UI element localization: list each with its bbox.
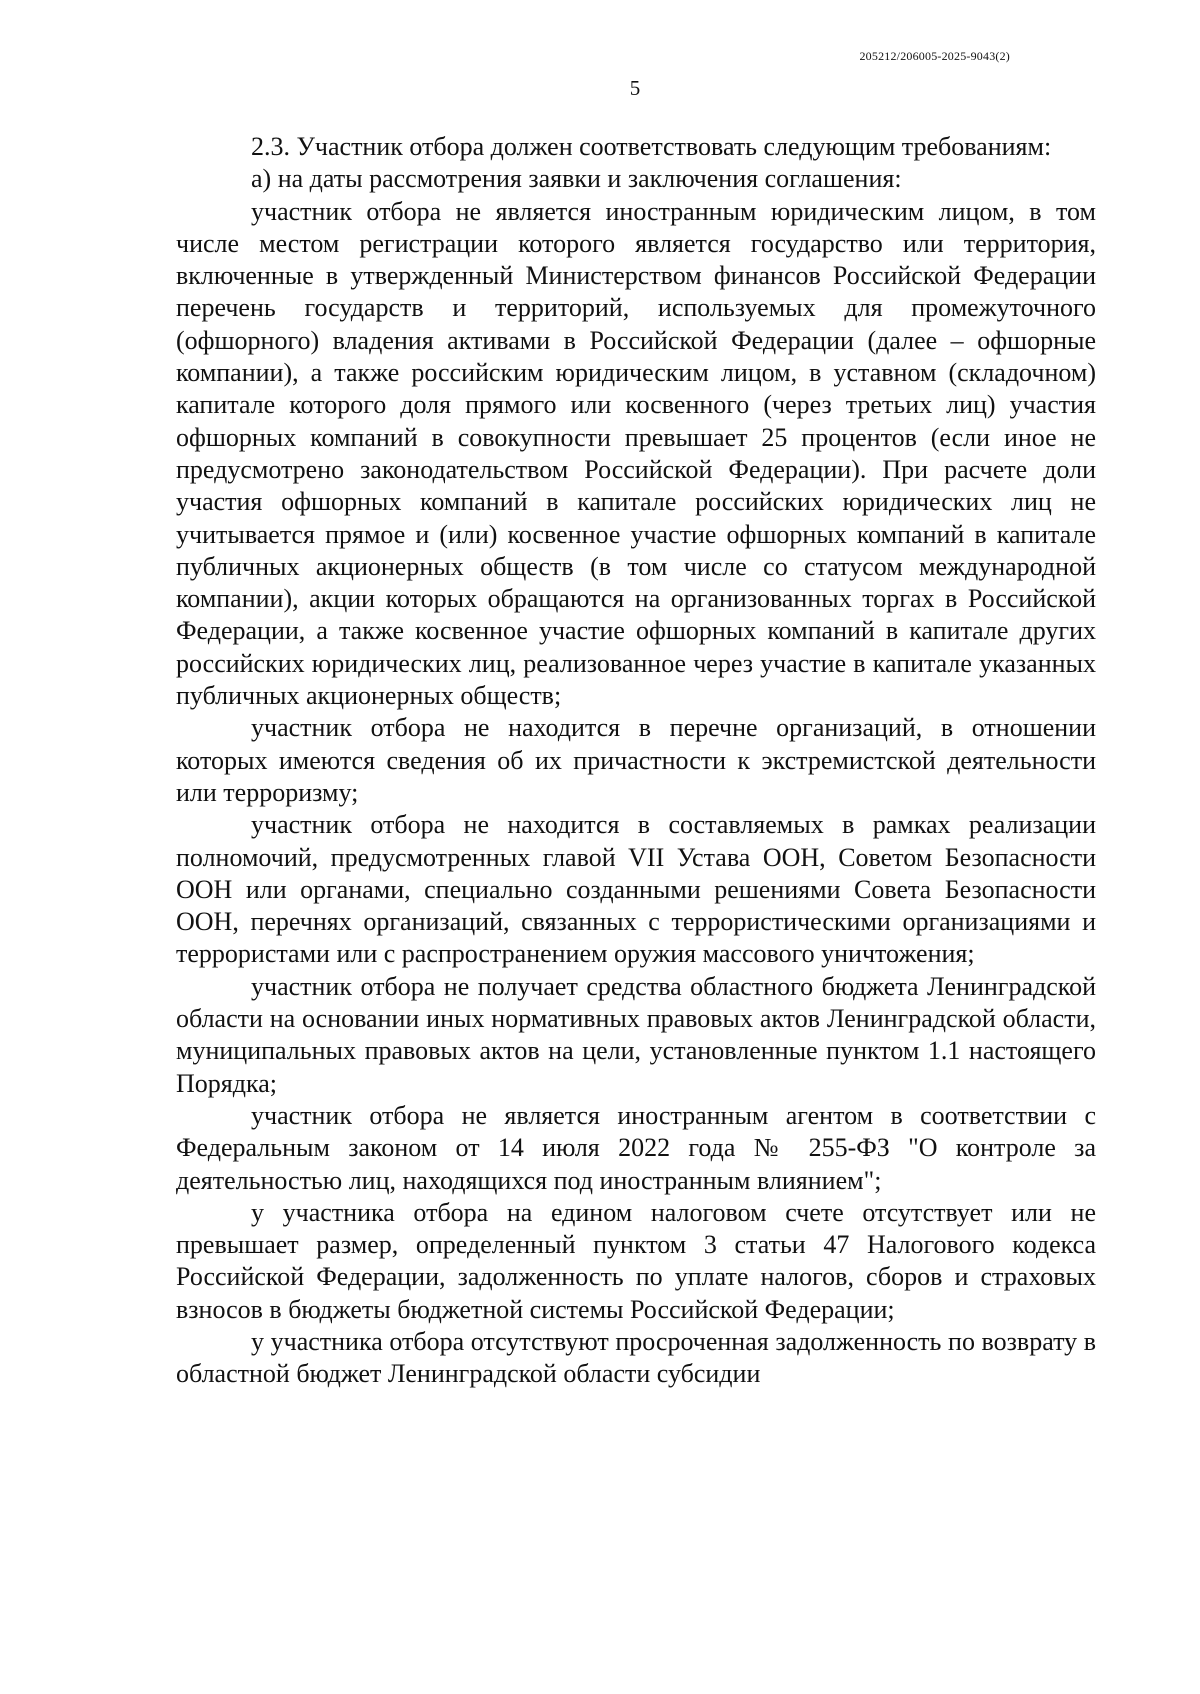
paragraph-foreign-agent-requirement: участник отбора не является иностранным агентом в соответствии с Федеральным законом от 14 июля 2022 года № 255-ФЗ "О контроле за деятельностью лиц, находящихся под иностранным влиянием"; [176, 1100, 1096, 1195]
paragraph-un-sanctions-requirement: участник отбора не находится в составляемых в рамках реализации полномочий, предусмотренных главой VII Устава ООН, Советом Безопасности ООН или органами, специально созданными решениями Совета Безопасности ООН, перечнях организаций, связанных с террористическими организациями и террористами или с распространением оружия массового уничтожения; [176, 810, 1096, 969]
document-id: 205212/206005-2025-9043(2) [859, 49, 1010, 63]
paragraph-budget-funds-requirement: участник отбора не получает средства областного бюджета Ленинградской области на основании иных нормативных правовых актов Ленинградской области, муниципальных правовых актов на цели, установленные пунктом 1.1 настоящего Порядка; [176, 971, 1096, 1098]
paragraph-offshore-requirement: участник отбора не является иностранным юридическим лицом, в том числе местом регистрации которого является государство или территория, включенные в утвержденный Министерством финансов Российской Федерации перечень государств и территорий, используемых для промежуточного (офшорного) владения активами в Российской Федерации (далее – офшорные компании), а также российским юридическим лицом, в уставном (складочном) капитале которого доля прямого или косвенного (через третьих лиц) участия офшорных компаний в совокупности превышает 25 процентов (если иное не предусмотрено законодательством Российской Федерации). При расчете доли участия офшорных компаний в капитале российских юридических лиц не учитывается прямое и (или) косвенное участие офшорных компаний в капитале публичных акционерных обществ (в том числе со статусом международной компании), акции которых обращаются на организованных торгах в Российской Федерации, а также косвенное участие офшорных компаний в капитале других российских юридических лиц, реализованное через участие в капитале указанных публичных акционерных обществ; [176, 196, 1096, 711]
paragraph-tax-debt-requirement: у участника отбора на едином налоговом счете отсутствует или не превышает размер, определенный пунктом 3 статьи 47 Налогового кодекса Российской Федерации, задолженность по уплате налогов, сборов и страховых взносов в бюджеты бюджетной системы Российской Федерации; [176, 1197, 1096, 1324]
paragraph-extremism-requirement: участник отбора не находится в перечне организаций, в отношении которых имеются сведения об их причастности к экстремистской деятельности или терроризму; [176, 713, 1096, 807]
paragraph-2-3-intro: 2.3. Участник отбора должен соответствовать следующим требованиям: [251, 132, 1052, 161]
page-number: 5 [629, 76, 641, 100]
paragraph-overdue-debt-requirement: у участника отбора отсутствуют просроченная задолженность по возврату в областной бюджет Ленинградской области субсидии [176, 1326, 1096, 1389]
paragraph-subitem-a: а) на даты рассмотрения заявки и заключения соглашения: [251, 164, 902, 194]
document-body [176, 131, 1096, 1391]
